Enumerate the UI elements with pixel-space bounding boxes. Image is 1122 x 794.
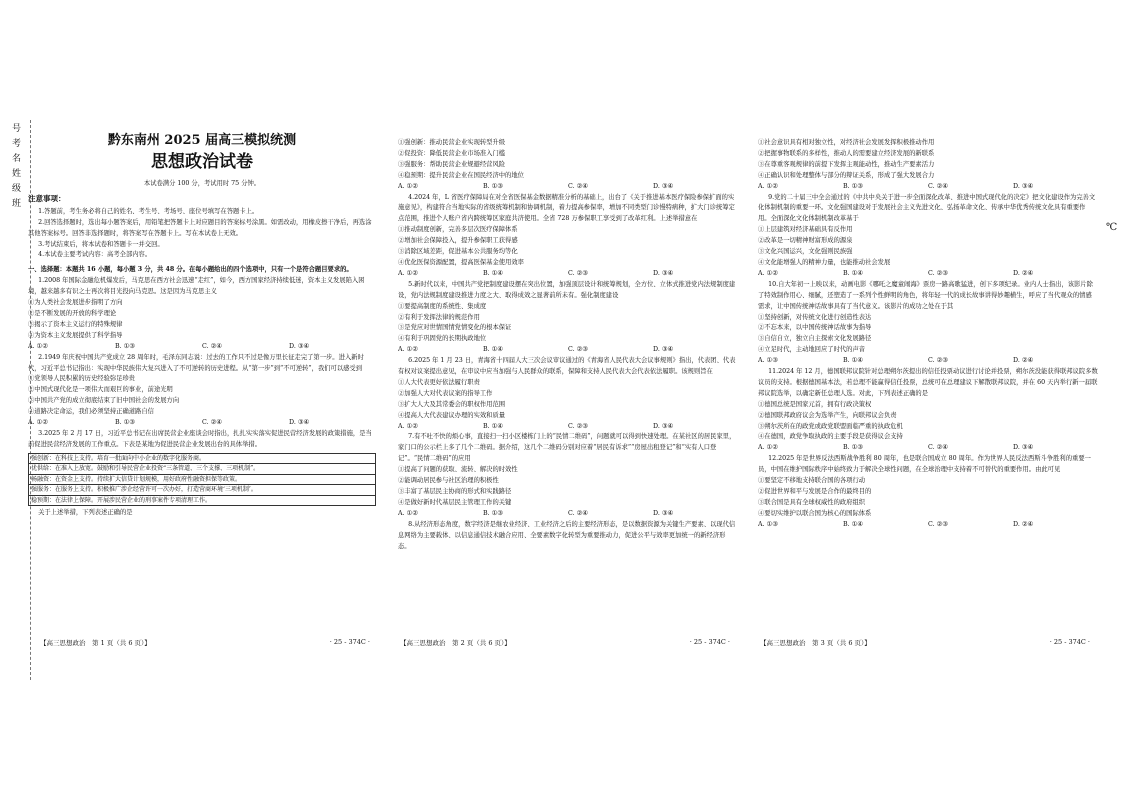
answer-choices <box>398 422 738 433</box>
binding-label: 考 <box>12 139 22 149</box>
table-cell: 强服务：在服务上支持。积极推广涉企经营许可一次办好，打造营商环境‘三项机制’。 <box>29 485 376 496</box>
question-block <box>758 367 1098 454</box>
statement-option: ④道路决定命运，我们必须坚持正确道路自信 <box>28 408 154 416</box>
footer-code: · 25 - 374C · <box>329 638 370 646</box>
statement-option: ④正确认识和处理整体与部分的辩证关系，形成了强大发展合力 <box>758 171 935 179</box>
answer-choice: C. ②③ <box>928 269 948 277</box>
question-stem: 3.2025 年 2 月 17 日，习近平总书记在出席民营企业座谈会时指出，扎扎实实落实促进民营经济发展的政策措施，是当前促进民营经济发展的工作重点。下表是某地为促进民营企业发展出台的具体举措。 <box>28 429 372 448</box>
answer-choice: A. ①③ <box>758 520 778 528</box>
statement-option: ④优化医保资源配置，提高医保基金使用效率 <box>398 258 524 266</box>
statement-option: ②把握事物联系的多样性，推动人的需要建立经济发展的新联系 <box>758 149 935 157</box>
section-heading: 一、选择题：本题共 16 小题，每小题 3 分，共 48 分。在每小题给出的四个选项中，只有一个是符合题目要求的。 <box>28 266 353 274</box>
exam-info: 本试卷满分 100 分，考试用时 75 分钟。 <box>143 180 261 187</box>
question-stem: 10.自大年初一上映以来，动画电影《哪吒之魔童闹海》票房一路高歌猛进，创下多项纪录。业内人士指出，该影片除了特效制作用心、细腻，还塑造了一系列个性鲜明的角色，将年轻一代的成长故事讲得妙趣横生，呼应了当代观众的情感需求，让中国传统神话故事具有了当代意义。该影片的成功之处在于其 <box>758 280 1093 310</box>
statement-option: ②促进世界和平与发展是合作的最终目的 <box>758 488 872 495</box>
footer-code: · 25 - 374C · <box>1049 638 1090 646</box>
question-stem: 4.2024 年，L 省医疗保障局在对全省医保基金数据精准分析的基础上，出台了《关于推进基本医疗保险参保扩面的实施意见》，构建符合当地实际的省级统筹机制和协调机制，着力提高参保率，增加不同类型门诊慢特病种，扩大门诊统筹定点范围，推进个人账户省内跨统筹区家庭共济使用。全省 728 万参保职工享受到了改革红利。上述举措意在 <box>398 193 735 223</box>
answer-choice: D. ③④ <box>653 182 674 190</box>
answer-choices <box>28 342 376 353</box>
table-cell: 强创新：在科技上支持。培育一批面向中小企业的数字化服务商。 <box>29 453 376 464</box>
statement-option: ①社会意识具有相对独立性，对经济社会发展发挥积极推动作用 <box>758 139 935 146</box>
answer-choice: B. ①③ <box>843 444 863 452</box>
answer-choice: C. ②④ <box>568 182 588 190</box>
answer-choice: D. ③④ <box>653 509 674 517</box>
statement-option: ②改革是一切精神财富形成的源泉 <box>758 237 853 245</box>
answer-choice: B. ①③ <box>483 509 503 517</box>
answer-choice: D. ②④ <box>1013 520 1034 528</box>
answer-choice: A. ①③ <box>758 357 778 365</box>
binding-label: 号 <box>12 124 22 134</box>
answer-choices <box>398 345 738 356</box>
question-block <box>28 429 376 519</box>
notes-list <box>28 207 376 262</box>
answer-choice: D. ③④ <box>1013 444 1034 452</box>
page-footer-1 <box>40 638 370 647</box>
table-cell: 优供给：在准入上放宽。鼓励和引导民营企业投资“三条管道、三个支撑、三项机制”。 <box>29 464 376 475</box>
statement-option: ④文化能增强人的精神力量，也能推动社会发展 <box>758 258 891 266</box>
statement-option: ②德国联邦政府议会为选举产生，向联邦议会负责 <box>758 411 897 419</box>
answer-choices <box>758 520 1098 531</box>
question-block <box>758 193 1098 280</box>
statement-option: ①上层建筑对经济基础具有反作用 <box>758 226 853 234</box>
question-stem: 8.从经济形态角度，数字经济是继农业经济、工业经济之后的主要经济形态，是以数据资源为关键生产要素、以现代信息网络为主要载体、以信息通信技术融合应用、全要素数字化转型为重要推动力，促进公平与效率更加统一的新经济形态。 <box>398 520 736 550</box>
table-cell: 畅融资：在资金上支持。持续扩大信贷计划规模，用好政府性融资担保等政策。 <box>29 474 376 485</box>
statement-option: ①要坚定不移地支持联合国的各项行动 <box>758 477 866 485</box>
answer-choice: D. ③④ <box>653 422 674 430</box>
binding-label: 级 <box>12 184 22 194</box>
statement-option: ①要提高制度的系统性、集成度 <box>398 302 487 310</box>
notes-title: 注意事项： <box>28 193 66 203</box>
statement-option: ④是做好新时代基层民主管理工作的关键 <box>398 498 512 506</box>
answer-choice: D. ③④ <box>653 269 674 277</box>
page-footer-3 <box>760 638 1090 647</box>
statement-option: ③自信自立，独立自主探索文化发展路径 <box>758 335 872 343</box>
answer-choices <box>758 443 1098 454</box>
statement-option: ①人大代表更好依法履行职责 <box>398 378 480 386</box>
statement-option: ①强创新：推动民营企业实现转型升级 <box>398 139 506 146</box>
answer-choice: A. ①② <box>398 269 418 277</box>
statement-option: ①提高了问题的获取、流转、解决的时效性 <box>398 466 518 474</box>
statement-option: ③揭示了资本主义运行的特殊规律 <box>28 320 123 328</box>
question-stem: 11.2024 年 12 月，德国联邦议院针对总理朔尔茨提出的信任投票动议进行讨论并投票，朔尔茨没能获得联邦议院多数议员的支持。根据德国基本法，若总理不能赢得信任投票，总统可在总理建议下解散联邦议院，并在 60 天内举行新一届联邦议院选举，以确定新任总理人选。对此，下列表述正确的是 <box>758 368 1098 397</box>
question-block <box>758 138 1098 193</box>
answer-choice: A. ①② <box>398 509 418 517</box>
answer-choice: C. ②③ <box>928 357 948 365</box>
answer-choice: D. ③④ <box>289 419 310 427</box>
answer-choice: C. ②④ <box>202 342 222 350</box>
answer-choices <box>28 418 376 429</box>
question-block <box>398 193 738 280</box>
answer-choice: B. ①④ <box>483 346 503 354</box>
statement-option: ③联合国是具有全球权威性的政府组织 <box>758 498 866 506</box>
question-block <box>758 280 1098 367</box>
answer-choices <box>398 509 738 520</box>
answer-choice: B. ①④ <box>843 357 863 365</box>
answer-choice: B. ①③ <box>483 182 503 190</box>
answer-choices <box>758 182 1098 193</box>
note-item: 2.回答选择题时，选出每小题答案后，用铅笔把答题卡上对应题目的答案标号涂黑。如需改动，用橡皮擦干净后，再选涂其他答案标号。回答非选择题时，将答案写在答题卡上。写在本试卷上无效。 <box>28 218 372 237</box>
answer-choice: C. ②③ <box>568 422 588 430</box>
statement-option: ③消除区域差距，促进基本公共服务均等化 <box>398 248 518 256</box>
statement-option: ③强服务：帮助民营企业规避经营风险 <box>398 160 506 168</box>
answer-choice: A. ①② <box>758 182 778 190</box>
answer-choice: A. ①② <box>758 444 778 452</box>
statement-option: ②有利于发挥法律的规范作用 <box>398 313 480 321</box>
statement-option: ①坚持创新，对传统文化进行创造性表达 <box>758 313 872 321</box>
statement-option: ②加强人大对代表议案的指导工作 <box>398 389 493 397</box>
note-item: 1.答题前，考生务必将自己的姓名、考生号、考场号、座位号填写在答题卡上。 <box>38 207 259 215</box>
table-cell: 稳预期：在法律上保障。开展涉民营企业的刑事案件专项清理工作。 <box>29 495 376 506</box>
answer-choice: D. ③④ <box>289 342 310 350</box>
answer-choice: A. ①② <box>398 182 418 190</box>
statement-option: ③朔尔茨所在的政党或政党联盟面临严重的执政危机 <box>758 422 903 430</box>
statement-option: ④要切实维护以联合国为核心的国际体系 <box>758 509 872 517</box>
statement-option: ④在德国，政党争取执政的主要手段是获得议会支持 <box>758 433 903 441</box>
answer-choice: B. ①③ <box>115 342 135 350</box>
answer-choices <box>758 356 1098 367</box>
question-stem: 6.2025 年 1 月 23 日，青海省十四届人大三次会议审议通过的《青海省人民代表大会议事规则》指出，代表团、代表有权对议案提出意见，在审议中应当加强与人民群众的联系，保障和支持人民代表大会代表依法履职。该规则旨在 <box>398 357 736 376</box>
answer-choice: C. ②④ <box>568 509 588 517</box>
column-3 <box>758 138 1098 638</box>
question-stem: 1.2008 年国际金融危机爆发后，马克思在西方社会迅速“走红”，如今，西方国家经济持续低迷，资本主义发展陷入困境，越来越多有识之士再次将目光投向马克思。这是因为马克思主义 <box>28 277 365 296</box>
answer-choice: A. ①② <box>758 269 778 277</box>
answer-choice: A. ①② <box>28 342 48 350</box>
column-1 <box>28 132 376 632</box>
statement-option: ②中国式现代化是一项伟大而艰巨的事业，前途光明 <box>28 386 173 394</box>
statement-option: ①为人类社会发展进步指明了方向 <box>28 299 123 307</box>
statement-option: ④有利于巩固党的长期执政地位 <box>398 335 487 343</box>
statement-option: ②是不断发展的开放的科学理论 <box>28 309 117 317</box>
answer-choice: D. ③④ <box>1013 182 1034 190</box>
question-stem: 7.有不吐不快的烦心事，直接扫一扫小区楼栋门上的“民情二维码”，问题就可以得到快速处理。在某社区的居民家里，家门口的公示栏上多了几个二维码。据介绍，这几个二维码分别对应着“居民有诉求”“房屋出租登记”和“实有人口登记”。“民情二维码”的应用 <box>398 433 736 463</box>
answer-choice: C. ②③ <box>568 269 588 277</box>
question-block <box>398 280 738 356</box>
statement-option: ③中国共产党的成立彻底结束了旧中国社会的发展方向 <box>28 397 180 405</box>
exam-title-line2: 思想政治试卷 <box>151 152 253 172</box>
answer-choice: B. ①④ <box>843 520 863 528</box>
question-block <box>28 353 376 429</box>
note-item: 4.本试卷主要考试内容：高考全部内容。 <box>38 251 152 259</box>
binding-label: 名 <box>12 154 22 164</box>
answer-choice: A. ①② <box>28 419 48 427</box>
binding-label: 姓 <box>12 169 22 179</box>
statement-option: ②增加社会保障投入，提升参保职工获得感 <box>398 237 518 245</box>
answer-choice: C. ②④ <box>928 182 948 190</box>
statement-option: ②促投资：降低民营企业市场准入门槛 <box>398 149 506 157</box>
statement-option: ④提高人大代表建议办理的实效和质量 <box>398 411 506 419</box>
answer-choices <box>398 182 738 193</box>
binding-label: 班 <box>12 199 22 209</box>
statement-option: ①推动制度创新，完善多层次医疗保障体系 <box>398 226 518 234</box>
footer-code: · 25 - 374C · <box>689 638 730 646</box>
statement-option: ③扩大人大及其常委会的职权作用范围 <box>398 400 506 408</box>
note-item: 3.考试结束后，将本试卷和答题卡一并交回。 <box>38 240 164 248</box>
statement-option: ④稳预期：提升民营企业在国民经济中的地位 <box>398 171 524 179</box>
statement-option: ①德国总统是国家元首，拥有行政决策权 <box>758 400 872 408</box>
answer-choice: B. ①④ <box>483 422 503 430</box>
answer-choice: C. ②④ <box>202 419 222 427</box>
question-block <box>398 520 738 553</box>
page-footer-2 <box>400 638 730 647</box>
statement-option: ②不忘本来，以中国传统神话故事为指导 <box>758 324 872 332</box>
question-stem: 5.新时代以来，中国共产党把制度建设摆在突出位置，加强顶层设计和统筹规划，全方位、立体式推进党内法规制度建设，党内法规制度建设推进力度之大、取得成效之显著前所未有。强化制度建设 <box>398 280 736 299</box>
question-block <box>398 432 738 519</box>
footer-page-label: 【高三思想政治 第 2 页（共 6 页）】 <box>400 639 511 647</box>
question-stem: 2.1949 年庆祝中国共产党成立 28 周年时，毛泽东同志说：过去的工作只不过是像万里长征走完了第一步。进入新时代，习近平总书记指出：实现中华民族伟大复兴进入了不可逆转的历史进程。从“第一步”到“不可逆转”，我们可以感受到 <box>28 353 364 372</box>
questions-col2 <box>398 138 738 552</box>
statement-option: ②能调动居民参与社区治理的积极性 <box>398 477 499 485</box>
exam-title-line1: 黔东南州 2025 届高三模拟统测 <box>107 133 297 148</box>
answer-choice: C. ②③ <box>928 520 948 528</box>
statement-option: ①党领导人民积累的历史经验弥足珍贵 <box>28 375 136 383</box>
answer-choice: D. ②④ <box>1013 269 1034 277</box>
question-block <box>398 356 738 432</box>
statement-option: ④为资本主义发展提供了科学指导 <box>28 331 123 339</box>
answer-choices <box>398 269 738 280</box>
answer-choice: B. ①④ <box>843 269 863 277</box>
footer-page-label: 【高三思想政治 第 3 页（共 6 页）】 <box>760 639 871 647</box>
questions-col3 <box>758 138 1098 531</box>
questions-col1 <box>28 276 376 519</box>
statement-option: ③在尊重客观规律的前提下发挥主观能动性，推动生产要素活力 <box>758 160 935 168</box>
statement-option: ③文化兴国运兴，文化强则民族强 <box>758 248 853 256</box>
measures-table <box>28 453 376 507</box>
question-stem: 9.党的二十届三中全会通过的《中共中央关于进一步全面深化改革、推进中国式现代化的决定》把文化建设作为完善文化体制机制的重要一环。文化强国建设对于发展社会主义先进文化、弘扬革命文化、传承中华优秀传统文化具有重要作用。全面深化文化体制机制改革基于 <box>758 193 1096 223</box>
answer-choice: B. ①③ <box>843 182 863 190</box>
statement-option: ④立足时代，主动地回应了时代的声音 <box>758 346 866 354</box>
answer-choice: D. ③④ <box>653 346 674 354</box>
question-block <box>398 138 738 193</box>
question-block <box>28 276 376 352</box>
column-2 <box>398 138 738 638</box>
answer-choices <box>758 269 1098 280</box>
answer-choice: B. ①④ <box>483 269 503 277</box>
answer-choice: C. ②④ <box>928 444 948 452</box>
question-block <box>758 454 1098 530</box>
answer-choice: A. ①② <box>398 422 418 430</box>
statement-option: ③是党应对世情国情党情变化的根本保证 <box>398 324 512 332</box>
question-stem: 12.2025 年是世界反法西斯战争胜利 80 周年，也是联合国成立 80 周年。作为世界人民反法西斯斗争胜利的重要一员，中国在维护国际秩序中始终致力于解决全球性问题，在全球治理中支持着不可替代的重要作用。由此可见 <box>758 455 1091 474</box>
answer-choice: A. ①② <box>398 346 418 354</box>
answer-choice: D. ②④ <box>1013 357 1034 365</box>
answer-choice: C. ②③ <box>568 346 588 354</box>
answer-choice: B. ①③ <box>115 419 135 427</box>
edge-mark: ℃ <box>1106 222 1118 233</box>
question-tail: 关于上述举措，下列表述正确的是 <box>38 509 133 517</box>
statement-option: ③丰富了基层民主协商的形式和实践路径 <box>398 488 512 495</box>
footer-page-label: 【高三思想政治 第 1 页（共 6 页）】 <box>40 639 151 647</box>
